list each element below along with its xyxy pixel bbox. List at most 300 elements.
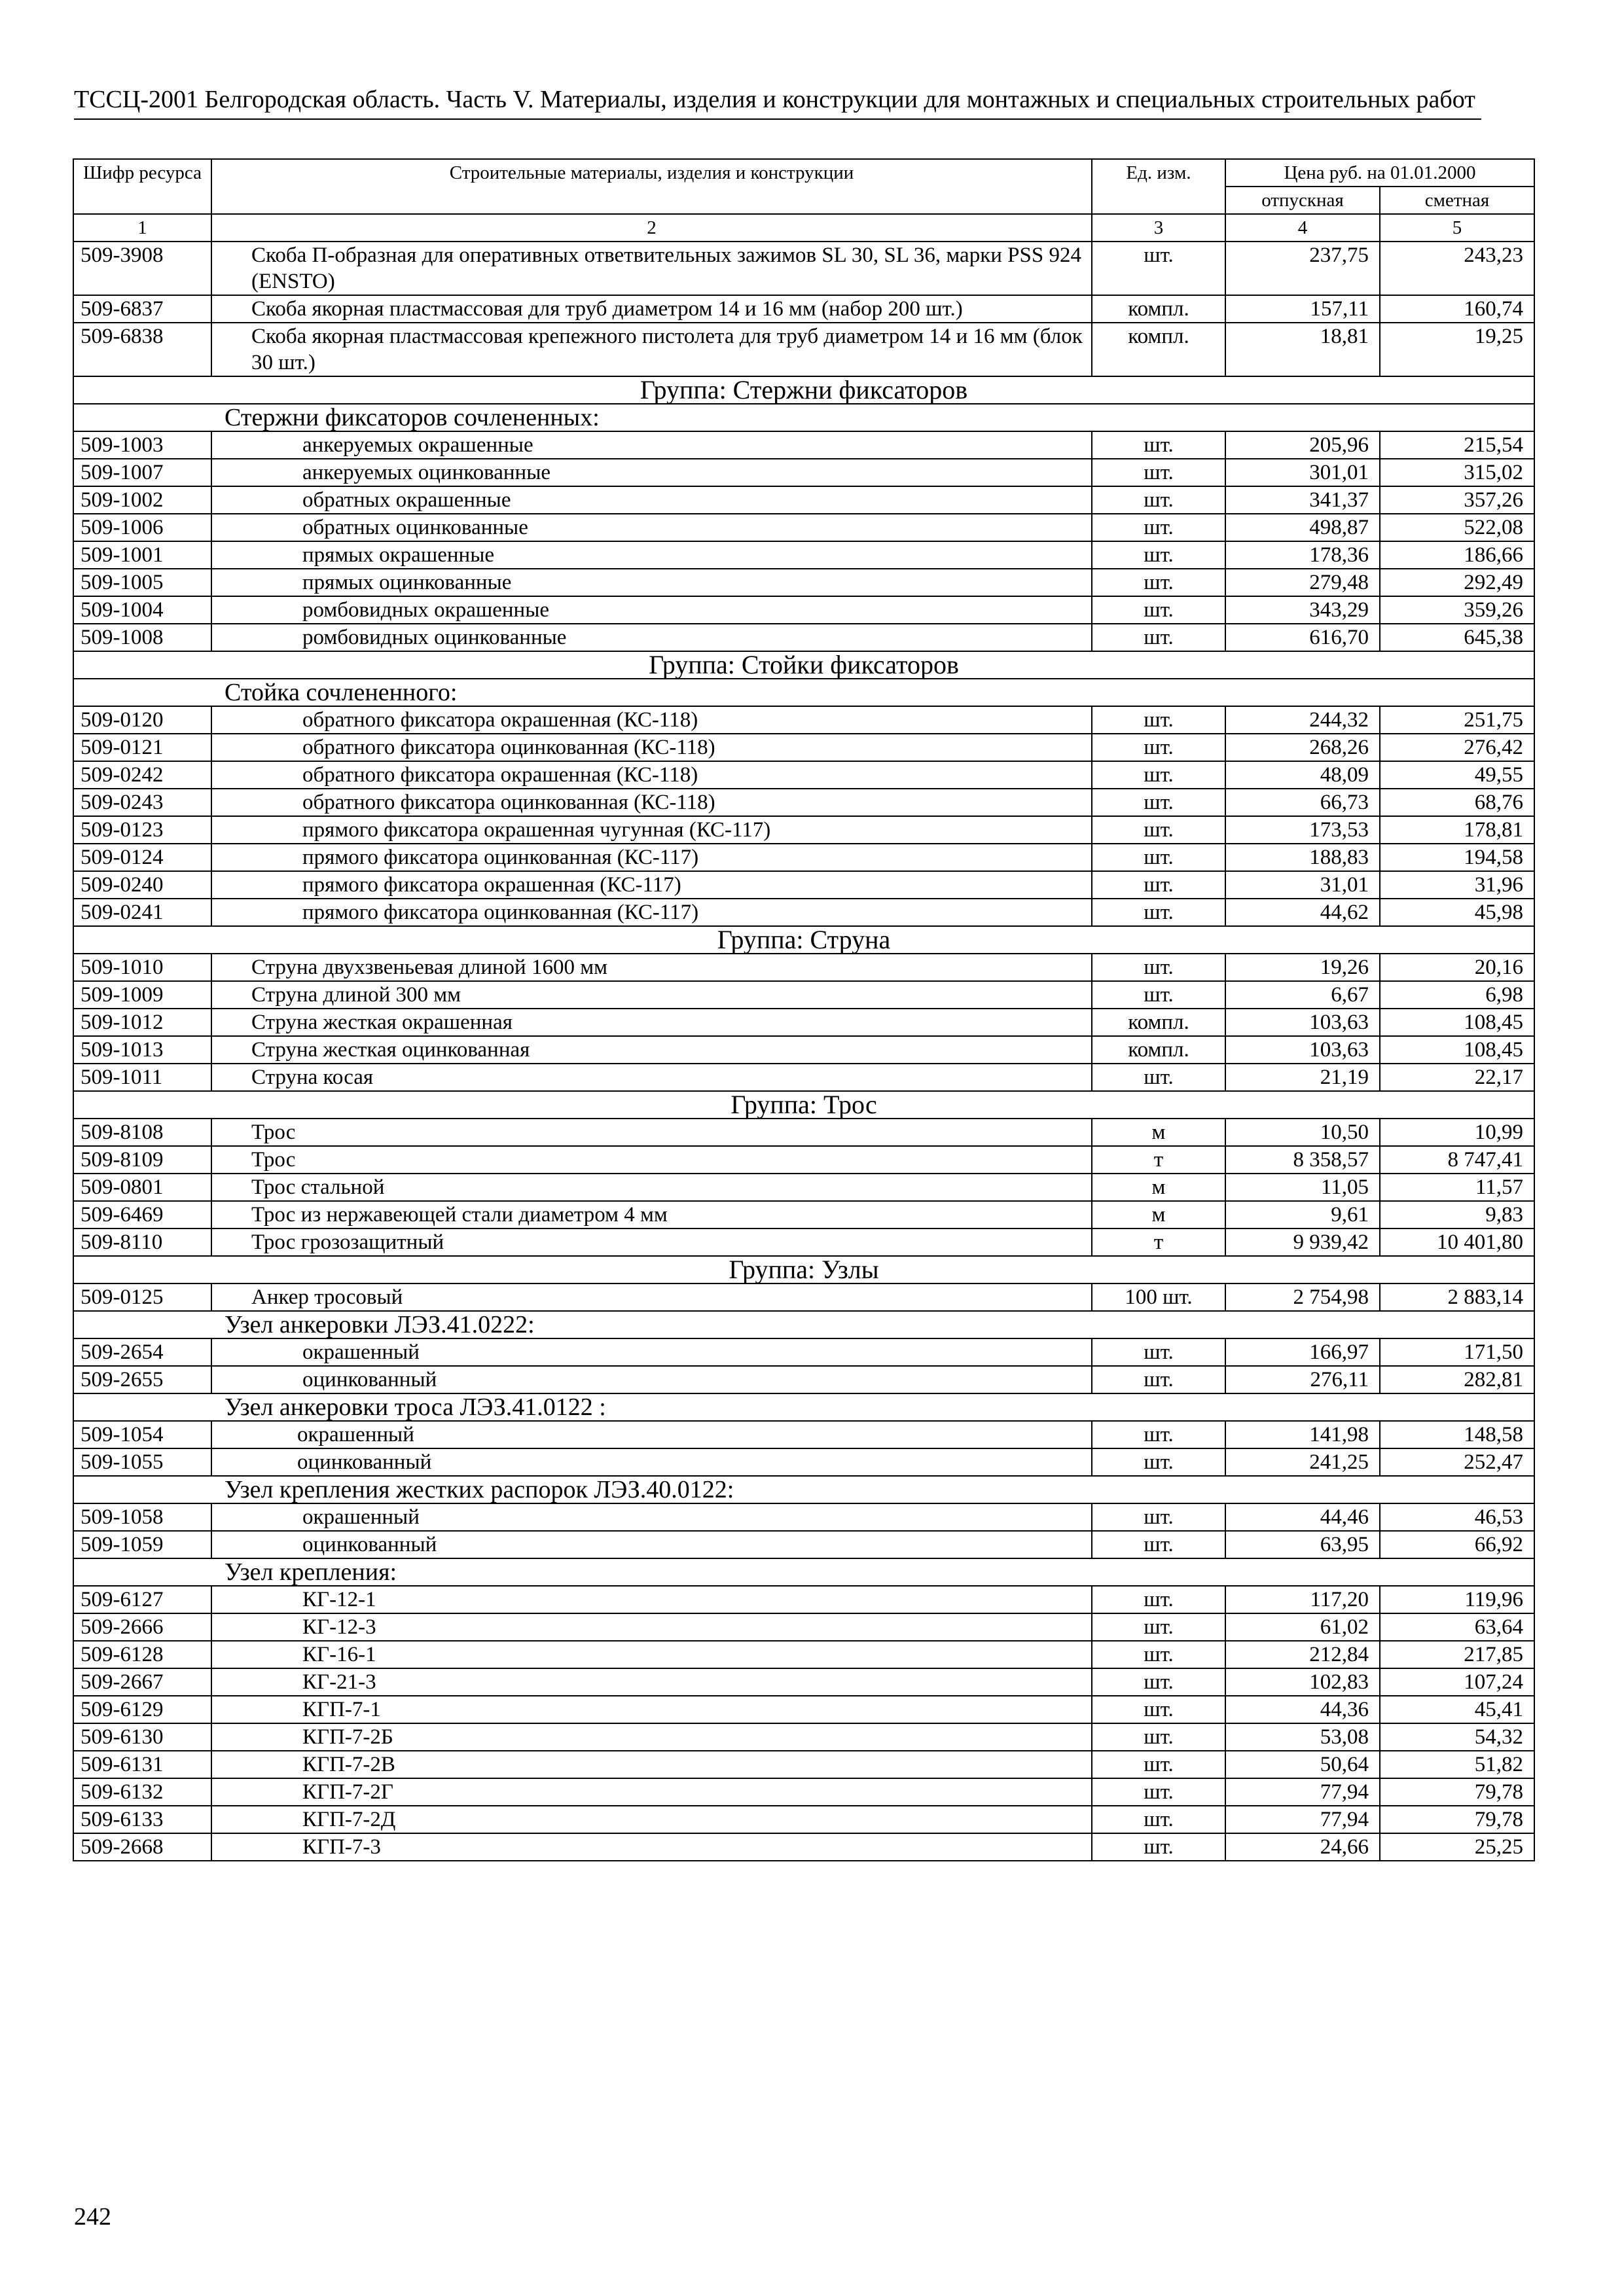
release-price: 44,62 (1225, 899, 1380, 926)
unit-of-measure: м (1092, 1119, 1225, 1146)
resource-code: 509-1002 (73, 486, 211, 514)
group-heading-row (73, 1091, 1534, 1119)
resource-code: 509-1009 (73, 981, 211, 1009)
resource-code: 509-1012 (73, 1009, 211, 1036)
resource-code: 509-1008 (73, 624, 211, 651)
table-row (73, 1146, 1534, 1174)
estimate-price: 186,66 (1380, 541, 1534, 569)
resource-code: 509-8109 (73, 1146, 211, 1174)
estimate-price: 251,75 (1380, 706, 1534, 734)
estimate-price: 315,02 (1380, 459, 1534, 486)
material-name: Струна косая (211, 1064, 1092, 1091)
resource-code: 509-6133 (73, 1806, 211, 1833)
table-row (73, 1448, 1534, 1476)
unit-of-measure: т (1092, 1229, 1225, 1256)
group-heading: Группа: Струна (73, 926, 1534, 954)
subheading: Узел крепления жестких распорок ЛЭЗ.40.0122: (73, 1476, 1534, 1503)
release-price: 173,53 (1225, 816, 1380, 844)
resource-code: 509-1007 (73, 459, 211, 486)
unit-of-measure: шт. (1092, 459, 1225, 486)
estimate-price: 171,50 (1380, 1338, 1534, 1366)
estimate-price: 68,76 (1380, 789, 1534, 816)
table-row (73, 431, 1534, 459)
material-name: КГП-7-3 (211, 1833, 1092, 1861)
table-row (73, 486, 1534, 514)
material-name: оцинкованный (211, 1531, 1092, 1558)
resource-code: 509-6129 (73, 1696, 211, 1723)
release-price: 188,83 (1225, 844, 1380, 871)
resource-code: 509-6128 (73, 1641, 211, 1668)
estimate-price: 178,81 (1380, 816, 1534, 844)
subheading-row (73, 1558, 1534, 1586)
material-name: окрашенный (211, 1503, 1092, 1531)
group-heading-row (73, 376, 1534, 404)
unit-of-measure: шт. (1092, 1503, 1225, 1531)
release-price: 19,26 (1225, 954, 1380, 981)
table-row (73, 1723, 1534, 1751)
release-price: 102,83 (1225, 1668, 1380, 1696)
group-heading: Группа: Стойки фиксаторов (73, 651, 1534, 679)
resource-code: 509-6130 (73, 1723, 211, 1751)
subheading: Стержни фиксаторов сочлененных: (73, 404, 1534, 431)
release-price: 117,20 (1225, 1586, 1380, 1613)
release-price: 44,46 (1225, 1503, 1380, 1531)
resource-code: 509-1003 (73, 431, 211, 459)
page-number: 242 (74, 2203, 111, 2231)
table-row (73, 1586, 1534, 1613)
estimate-price: 8 747,41 (1380, 1146, 1534, 1174)
estimate-price: 10 401,80 (1380, 1229, 1534, 1256)
unit-of-measure: шт. (1092, 541, 1225, 569)
resource-code: 509-1059 (73, 1531, 211, 1558)
material-name: прямого фиксатора оцинкованная (КС-117) (211, 899, 1092, 926)
material-name: КГП-7-2Г (211, 1778, 1092, 1806)
table-row (73, 789, 1534, 816)
table-row (73, 1833, 1534, 1861)
unit-of-measure: шт. (1092, 431, 1225, 459)
unit-of-measure: шт. (1092, 1641, 1225, 1668)
unit-of-measure: шт. (1092, 1586, 1225, 1613)
release-price: 11,05 (1225, 1174, 1380, 1201)
unit-of-measure: шт. (1092, 1613, 1225, 1641)
estimate-price: 46,53 (1380, 1503, 1534, 1531)
estimate-price: 10,99 (1380, 1119, 1534, 1146)
release-price: 77,94 (1225, 1778, 1380, 1806)
estimate-price: 243,23 (1380, 242, 1534, 295)
unit-of-measure: шт. (1092, 514, 1225, 541)
release-price: 157,11 (1225, 295, 1380, 323)
release-price: 8 358,57 (1225, 1146, 1380, 1174)
resource-code: 509-0121 (73, 734, 211, 761)
release-price: 9,61 (1225, 1201, 1380, 1229)
column-number: 5 (1380, 214, 1534, 242)
unit-of-measure: шт. (1092, 1778, 1225, 1806)
material-name: Скоба якорная пластмассовая для труб диаметром 14 и 16 мм (набор 200 шт.) (211, 295, 1092, 323)
resource-code: 509-6131 (73, 1751, 211, 1778)
resource-code: 509-2655 (73, 1366, 211, 1393)
material-name: КГП-7-1 (211, 1696, 1092, 1723)
material-name: обратного фиксатора окрашенная (КС-118) (211, 706, 1092, 734)
material-name: Анкер тросовый (211, 1283, 1092, 1311)
unit-of-measure: шт. (1092, 844, 1225, 871)
table-row (73, 514, 1534, 541)
estimate-price: 282,81 (1380, 1366, 1534, 1393)
release-price: 141,98 (1225, 1421, 1380, 1448)
material-name: Трос стальной (211, 1174, 1092, 1201)
price-table (73, 158, 1535, 1861)
resource-code: 509-2666 (73, 1613, 211, 1641)
table-row (73, 1009, 1534, 1036)
unit-of-measure: шт. (1092, 1751, 1225, 1778)
resource-code: 509-0125 (73, 1283, 211, 1311)
group-heading-row (73, 926, 1534, 954)
unit-of-measure: шт. (1092, 596, 1225, 624)
resource-code: 509-6127 (73, 1586, 211, 1613)
table-row (73, 1229, 1534, 1256)
release-price: 24,66 (1225, 1833, 1380, 1861)
table-row (73, 844, 1534, 871)
estimate-price: 22,17 (1380, 1064, 1534, 1091)
estimate-price: 359,26 (1380, 596, 1534, 624)
unit-of-measure: шт. (1092, 871, 1225, 899)
unit-of-measure: шт. (1092, 569, 1225, 596)
table-row (73, 816, 1534, 844)
subheading-row (73, 679, 1534, 706)
material-name: прямого фиксатора окрашенная (КС-117) (211, 871, 1092, 899)
material-name: прямого фиксатора окрашенная чугунная (КС-117) (211, 816, 1092, 844)
release-price: 66,73 (1225, 789, 1380, 816)
unit-of-measure: шт. (1092, 486, 1225, 514)
table-row (73, 459, 1534, 486)
estimate-price: 63,64 (1380, 1613, 1534, 1641)
material-name: обратного фиксатора оцинкованная (КС-118) (211, 789, 1092, 816)
subheading-row (73, 404, 1534, 431)
material-name: КГ-21-3 (211, 1668, 1092, 1696)
group-heading: Группа: Стержни фиксаторов (73, 376, 1534, 404)
release-price: 44,36 (1225, 1696, 1380, 1723)
unit-of-measure: шт. (1092, 706, 1225, 734)
unit-of-measure: шт. (1092, 1833, 1225, 1861)
estimate-price: 107,24 (1380, 1668, 1534, 1696)
column-number: 2 (211, 214, 1092, 242)
material-name: обратных окрашенные (211, 486, 1092, 514)
table-row (73, 1613, 1534, 1641)
estimate-price: 194,58 (1380, 844, 1534, 871)
release-price: 2 754,98 (1225, 1283, 1380, 1311)
resource-code: 509-0243 (73, 789, 211, 816)
release-price: 10,50 (1225, 1119, 1380, 1146)
resource-code: 509-1005 (73, 569, 211, 596)
release-price: 341,37 (1225, 486, 1380, 514)
header-divider (74, 118, 1481, 120)
resource-code: 509-1058 (73, 1503, 211, 1531)
unit-of-measure: 100 шт. (1092, 1283, 1225, 1311)
resource-code: 509-8108 (73, 1119, 211, 1146)
table-row (73, 734, 1534, 761)
table-row (73, 706, 1534, 734)
table-row (73, 1668, 1534, 1696)
release-price: 61,02 (1225, 1613, 1380, 1641)
resource-code: 509-1010 (73, 954, 211, 981)
estimate-price: 9,83 (1380, 1201, 1534, 1229)
material-name: Трос из нержавеющей стали диаметром 4 мм (211, 1201, 1092, 1229)
header-unit: Ед. изм. (1092, 159, 1225, 214)
resource-code: 509-0124 (73, 844, 211, 871)
resource-code: 509-0240 (73, 871, 211, 899)
table-row (73, 242, 1534, 295)
material-name: Скоба якорная пластмассовая крепежного пистолета для труб диаметром 14 и 16 мм (блок 30 шт.) (211, 323, 1092, 376)
material-name: прямого фиксатора оцинкованная (КС-117) (211, 844, 1092, 871)
unit-of-measure: шт. (1092, 734, 1225, 761)
release-price: 279,48 (1225, 569, 1380, 596)
column-numbers-row (73, 214, 1534, 242)
table-row (73, 541, 1534, 569)
resource-code: 509-6469 (73, 1201, 211, 1229)
resource-code: 509-0120 (73, 706, 211, 734)
header-name: Строительные материалы, изделия и конструкции (211, 159, 1092, 214)
resource-code: 509-6838 (73, 323, 211, 376)
header-estimate-price: сметная (1380, 187, 1534, 214)
material-name: окрашенный (211, 1421, 1092, 1448)
column-number: 4 (1225, 214, 1380, 242)
material-name: Трос (211, 1119, 1092, 1146)
estimate-price: 45,98 (1380, 899, 1534, 926)
material-name: оцинкованный (211, 1366, 1092, 1393)
unit-of-measure: шт. (1092, 1448, 1225, 1476)
release-price: 301,01 (1225, 459, 1380, 486)
release-price: 276,11 (1225, 1366, 1380, 1393)
estimate-price: 108,45 (1380, 1009, 1534, 1036)
subheading: Узел анкеровки ЛЭЗ.41.0222: (73, 1311, 1534, 1338)
material-name: Трос грозозащитный (211, 1229, 1092, 1256)
release-price: 53,08 (1225, 1723, 1380, 1751)
unit-of-measure: шт. (1092, 1806, 1225, 1833)
subheading-row (73, 1311, 1534, 1338)
estimate-price: 215,54 (1380, 431, 1534, 459)
table-row (73, 1503, 1534, 1531)
material-name: обратного фиксатора оцинкованная (КС-118) (211, 734, 1092, 761)
table-row (73, 1641, 1534, 1668)
estimate-price: 160,74 (1380, 295, 1534, 323)
resource-code: 509-6837 (73, 295, 211, 323)
resource-code: 509-1013 (73, 1036, 211, 1064)
unit-of-measure: шт. (1092, 1723, 1225, 1751)
table-row (73, 1696, 1534, 1723)
release-price: 9 939,42 (1225, 1229, 1380, 1256)
table-row (73, 1119, 1534, 1146)
material-name: КГП-7-2Б (211, 1723, 1092, 1751)
table-row (73, 569, 1534, 596)
unit-of-measure: шт. (1092, 242, 1225, 295)
unit-of-measure: м (1092, 1201, 1225, 1229)
material-name: КГ-16-1 (211, 1641, 1092, 1668)
material-name: прямых окрашенные (211, 541, 1092, 569)
resource-code: 509-0242 (73, 761, 211, 789)
unit-of-measure: шт. (1092, 954, 1225, 981)
material-name: КГП-7-2Д (211, 1806, 1092, 1833)
resource-code: 509-1054 (73, 1421, 211, 1448)
release-price: 21,19 (1225, 1064, 1380, 1091)
estimate-price: 252,47 (1380, 1448, 1534, 1476)
material-name: Трос (211, 1146, 1092, 1174)
release-price: 77,94 (1225, 1806, 1380, 1833)
material-name: КГ-12-3 (211, 1613, 1092, 1641)
resource-code: 509-2667 (73, 1668, 211, 1696)
material-name: Струна двухзвеньевая длиной 1600 мм (211, 954, 1092, 981)
material-name: Скоба П-образная для оперативных ответвительных зажимов SL 30, SL 36, марки PSS 924 (ENSTO) (211, 242, 1092, 295)
release-price: 268,26 (1225, 734, 1380, 761)
unit-of-measure: шт. (1092, 761, 1225, 789)
unit-of-measure: шт. (1092, 1696, 1225, 1723)
material-name: прямых оцинкованные (211, 569, 1092, 596)
table-row (73, 1806, 1534, 1833)
table-row (73, 871, 1534, 899)
release-price: 50,64 (1225, 1751, 1380, 1778)
resource-code: 509-8110 (73, 1229, 211, 1256)
material-name: Струна жесткая окрашенная (211, 1009, 1092, 1036)
resource-code: 509-1011 (73, 1064, 211, 1091)
unit-of-measure: компл. (1092, 1009, 1225, 1036)
table-row (73, 761, 1534, 789)
estimate-price: 2 883,14 (1380, 1283, 1534, 1311)
unit-of-measure: компл. (1092, 295, 1225, 323)
table-row (73, 981, 1534, 1009)
release-price: 244,32 (1225, 706, 1380, 734)
resource-code: 509-1004 (73, 596, 211, 624)
estimate-price: 25,25 (1380, 1833, 1534, 1861)
group-heading-row (73, 651, 1534, 679)
unit-of-measure: шт. (1092, 816, 1225, 844)
table-body (73, 242, 1534, 1861)
unit-of-measure: шт. (1092, 1531, 1225, 1558)
table-row (73, 1064, 1534, 1091)
estimate-price: 45,41 (1380, 1696, 1534, 1723)
estimate-price: 119,96 (1380, 1586, 1534, 1613)
table-row (73, 323, 1534, 376)
estimate-price: 11,57 (1380, 1174, 1534, 1201)
unit-of-measure: шт. (1092, 981, 1225, 1009)
release-price: 103,63 (1225, 1036, 1380, 1064)
estimate-price: 522,08 (1380, 514, 1534, 541)
unit-of-measure: компл. (1092, 323, 1225, 376)
header-release-price: отпускная (1225, 187, 1380, 214)
release-price: 343,29 (1225, 596, 1380, 624)
estimate-price: 6,98 (1380, 981, 1534, 1009)
release-price: 241,25 (1225, 1448, 1380, 1476)
group-heading: Группа: Трос (73, 1091, 1534, 1119)
table-row (73, 899, 1534, 926)
resource-code: 509-0241 (73, 899, 211, 926)
subheading-row (73, 1393, 1534, 1421)
table-row (73, 954, 1534, 981)
table-row (73, 1751, 1534, 1778)
estimate-price: 20,16 (1380, 954, 1534, 981)
estimate-price: 79,78 (1380, 1806, 1534, 1833)
release-price: 48,09 (1225, 761, 1380, 789)
group-heading: Группа: Узлы (73, 1256, 1534, 1283)
release-price: 237,75 (1225, 242, 1380, 295)
estimate-price: 148,58 (1380, 1421, 1534, 1448)
table-row (73, 295, 1534, 323)
resource-code: 509-1055 (73, 1448, 211, 1476)
material-name: анкеруемых окрашенные (211, 431, 1092, 459)
resource-code: 509-6132 (73, 1778, 211, 1806)
table-header-row-1 (73, 159, 1534, 187)
table-row (73, 1366, 1534, 1393)
estimate-price: 645,38 (1380, 624, 1534, 651)
header-price: Цена руб. на 01.01.2000 (1225, 159, 1534, 187)
subheading: Узел анкеровки троса ЛЭЗ.41.0122 : (73, 1393, 1534, 1421)
estimate-price: 217,85 (1380, 1641, 1534, 1668)
unit-of-measure: шт. (1092, 1338, 1225, 1366)
table-row (73, 624, 1534, 651)
subheading-row (73, 1476, 1534, 1503)
table-row (73, 1036, 1534, 1064)
unit-of-measure: компл. (1092, 1036, 1225, 1064)
release-price: 498,87 (1225, 514, 1380, 541)
estimate-price: 357,26 (1380, 486, 1534, 514)
resource-code: 509-0123 (73, 816, 211, 844)
estimate-price: 292,49 (1380, 569, 1534, 596)
material-name: окрашенный (211, 1338, 1092, 1366)
material-name: ромбовидных окрашенные (211, 596, 1092, 624)
material-name: КГ-12-1 (211, 1586, 1092, 1613)
resource-code: 509-1006 (73, 514, 211, 541)
estimate-price: 79,78 (1380, 1778, 1534, 1806)
resource-code: 509-2668 (73, 1833, 211, 1861)
subheading: Стойка сочлененного: (73, 679, 1534, 706)
release-price: 103,63 (1225, 1009, 1380, 1036)
release-price: 31,01 (1225, 871, 1380, 899)
material-name: анкеруемых оцинкованные (211, 459, 1092, 486)
column-number: 3 (1092, 214, 1225, 242)
table-row (73, 1338, 1534, 1366)
unit-of-measure: шт. (1092, 1421, 1225, 1448)
release-price: 6,67 (1225, 981, 1380, 1009)
header-code: Шифр ресурса (73, 159, 211, 214)
table-row (73, 596, 1534, 624)
unit-of-measure: шт. (1092, 1064, 1225, 1091)
group-heading-row (73, 1256, 1534, 1283)
unit-of-measure: шт. (1092, 1366, 1225, 1393)
material-name: КГП-7-2В (211, 1751, 1092, 1778)
release-price: 166,97 (1225, 1338, 1380, 1366)
table-row (73, 1174, 1534, 1201)
estimate-price: 276,42 (1380, 734, 1534, 761)
column-number: 1 (73, 214, 211, 242)
document-title: ТССЦ-2001 Белгородская область. Часть V. Материалы, изделия и конструкции для монтажных и специальных строительных работ (74, 86, 1475, 113)
table-row (73, 1778, 1534, 1806)
unit-of-measure: м (1092, 1174, 1225, 1201)
estimate-price: 108,45 (1380, 1036, 1534, 1064)
table-row (73, 1283, 1534, 1311)
material-name: обратного фиксатора окрашенная (КС-118) (211, 761, 1092, 789)
unit-of-measure: т (1092, 1146, 1225, 1174)
release-price: 212,84 (1225, 1641, 1380, 1668)
unit-of-measure: шт. (1092, 899, 1225, 926)
material-name: Струна жесткая оцинкованная (211, 1036, 1092, 1064)
material-name: оцинкованный (211, 1448, 1092, 1476)
estimate-price: 54,32 (1380, 1723, 1534, 1751)
estimate-price: 51,82 (1380, 1751, 1534, 1778)
table-row (73, 1531, 1534, 1558)
release-price: 616,70 (1225, 624, 1380, 651)
table-row (73, 1421, 1534, 1448)
unit-of-measure: шт. (1092, 624, 1225, 651)
estimate-price: 19,25 (1380, 323, 1534, 376)
table-row (73, 1201, 1534, 1229)
estimate-price: 49,55 (1380, 761, 1534, 789)
